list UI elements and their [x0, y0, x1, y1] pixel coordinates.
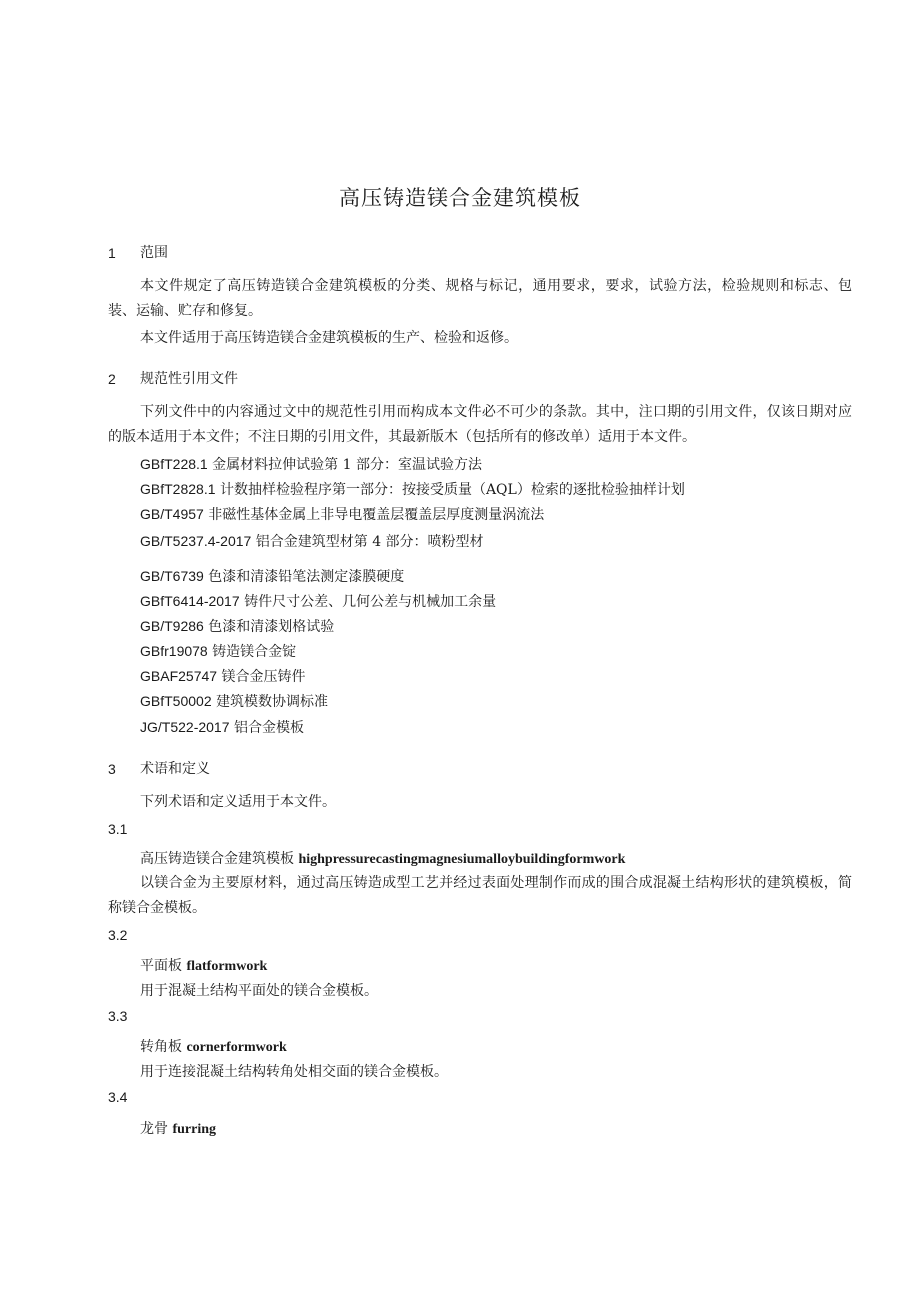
reference-item: [140, 642, 296, 661]
document-title: 高压铸造镁合金建筑模板: [339, 186, 581, 210]
reference-title: 金属材料拉伸试验第 1 部分：室温试验方法: [212, 457, 482, 473]
reference-item: [140, 505, 544, 524]
section-1-heading: 范围: [140, 245, 168, 261]
term-zh: 龙骨: [140, 1121, 168, 1137]
reference-title: 铝合金建筑型材第 4 部分：喷粉型材: [255, 534, 484, 550]
reference-item: [140, 667, 306, 686]
reference-code: GBfr19078: [140, 643, 208, 659]
section-2-heading: 规范性引用文件: [140, 371, 238, 387]
term-number: 3.1: [108, 821, 128, 837]
reference-code: GBfT2828.1: [140, 481, 216, 497]
reference-code: GB/T9286: [140, 618, 204, 634]
reference-title: 色漆和清漆划格试验: [208, 619, 335, 635]
reference-title: 铝合金模板: [233, 720, 304, 736]
reference-code: GB/T5237.4-2017: [140, 533, 252, 549]
reference-title: 色漆和清漆铅笔法测定漆膜硬度: [208, 569, 405, 585]
term-zh: 平面板: [140, 958, 182, 974]
term-zh: 转角板: [140, 1039, 182, 1055]
reference-code: GB/T6739: [140, 568, 204, 584]
reference-code: GBfT6414-2017: [140, 593, 240, 609]
term-number: 3.4: [108, 1089, 128, 1105]
section-3-number: 3: [108, 761, 116, 777]
reference-code: GBfT228.1: [140, 456, 208, 472]
term-zh: 高压铸造镁合金建筑模板: [140, 851, 294, 867]
section-1-number: 1: [108, 245, 116, 261]
term-en: cornerformwork: [186, 1040, 287, 1055]
reference-item: [140, 718, 304, 737]
reference-title: 建筑模数协调标准: [216, 694, 329, 710]
reference-code: GB/T4957: [140, 506, 204, 522]
reference-item: [140, 455, 482, 474]
term-heading: [140, 957, 267, 976]
section-1-paragraph-2: 本文件适用于高压铸造镁合金建筑模板的生产、检验和返修。: [140, 330, 518, 346]
reference-item: [140, 692, 328, 711]
reference-code: GBAF25747: [140, 668, 218, 684]
term-heading: [140, 1120, 216, 1139]
reference-title: 镁合金压铸件: [221, 669, 306, 685]
term-number: 3.2: [108, 927, 128, 943]
reference-item: [140, 592, 496, 611]
section-2-number: 2: [108, 371, 116, 387]
reference-code: GBfT50002: [140, 693, 212, 709]
term-en: furring: [172, 1122, 217, 1137]
term-definition: 用于混凝土结构平面处的镁合金模板。: [140, 983, 378, 999]
section-2-paragraph: 下列文件中的内容通过文中的规范性引用而构成本文件必不可少的条款。其中，注口期的引用文件，仅该日期对应的版本适用于本文件；不注日期的引用文件，其最新版木（包括所有的修改单）适用于本文件。: [108, 404, 852, 445]
reference-title: 非磁性基体金属上非导电覆盖层覆盖层厚度测量涡流法: [208, 507, 545, 523]
reference-title: 铸件尺寸公差、几何公差与机械加工余量: [244, 594, 497, 610]
section-3-heading: 术语和定义: [140, 761, 210, 777]
term-definition: 以镁合金为主要原材料，通过高压铸造成型工艺并经过表面处理制作而成的围合成混凝土结构形状的建筑模板，简称镁合金模板。: [108, 875, 852, 916]
reference-item: [140, 532, 484, 551]
reference-code: JG/T522-2017: [140, 719, 230, 735]
reference-title: 铸造镁合金锭: [212, 644, 297, 660]
reference-item: [140, 617, 334, 636]
term-heading: [140, 850, 625, 869]
term-en: highpressurecastingmagnesiumalloybuildingformwork: [298, 852, 626, 867]
reference-item: [140, 567, 404, 586]
section-3-intro: 下列术语和定义适用于本文件。: [140, 794, 336, 810]
term-number: 3.3: [108, 1008, 128, 1024]
term-heading: [140, 1038, 287, 1057]
section-1-paragraph-1: 本文件规定了高压铸造镁合金建筑模板的分类、规格与标记，通用要求，要求，试验方法，检验规则和标志、包装、运输、贮存和修复。: [108, 278, 852, 319]
reference-title: 计数抽样检验程序第一部分：按接受质量（AQL）检索的逐批检验抽样计划: [219, 482, 685, 498]
term-en: flatformwork: [186, 959, 268, 974]
term-definition: 用于连接混凝土结构转角处相交面的镁合金模板。: [140, 1064, 448, 1080]
reference-item: [140, 480, 685, 499]
